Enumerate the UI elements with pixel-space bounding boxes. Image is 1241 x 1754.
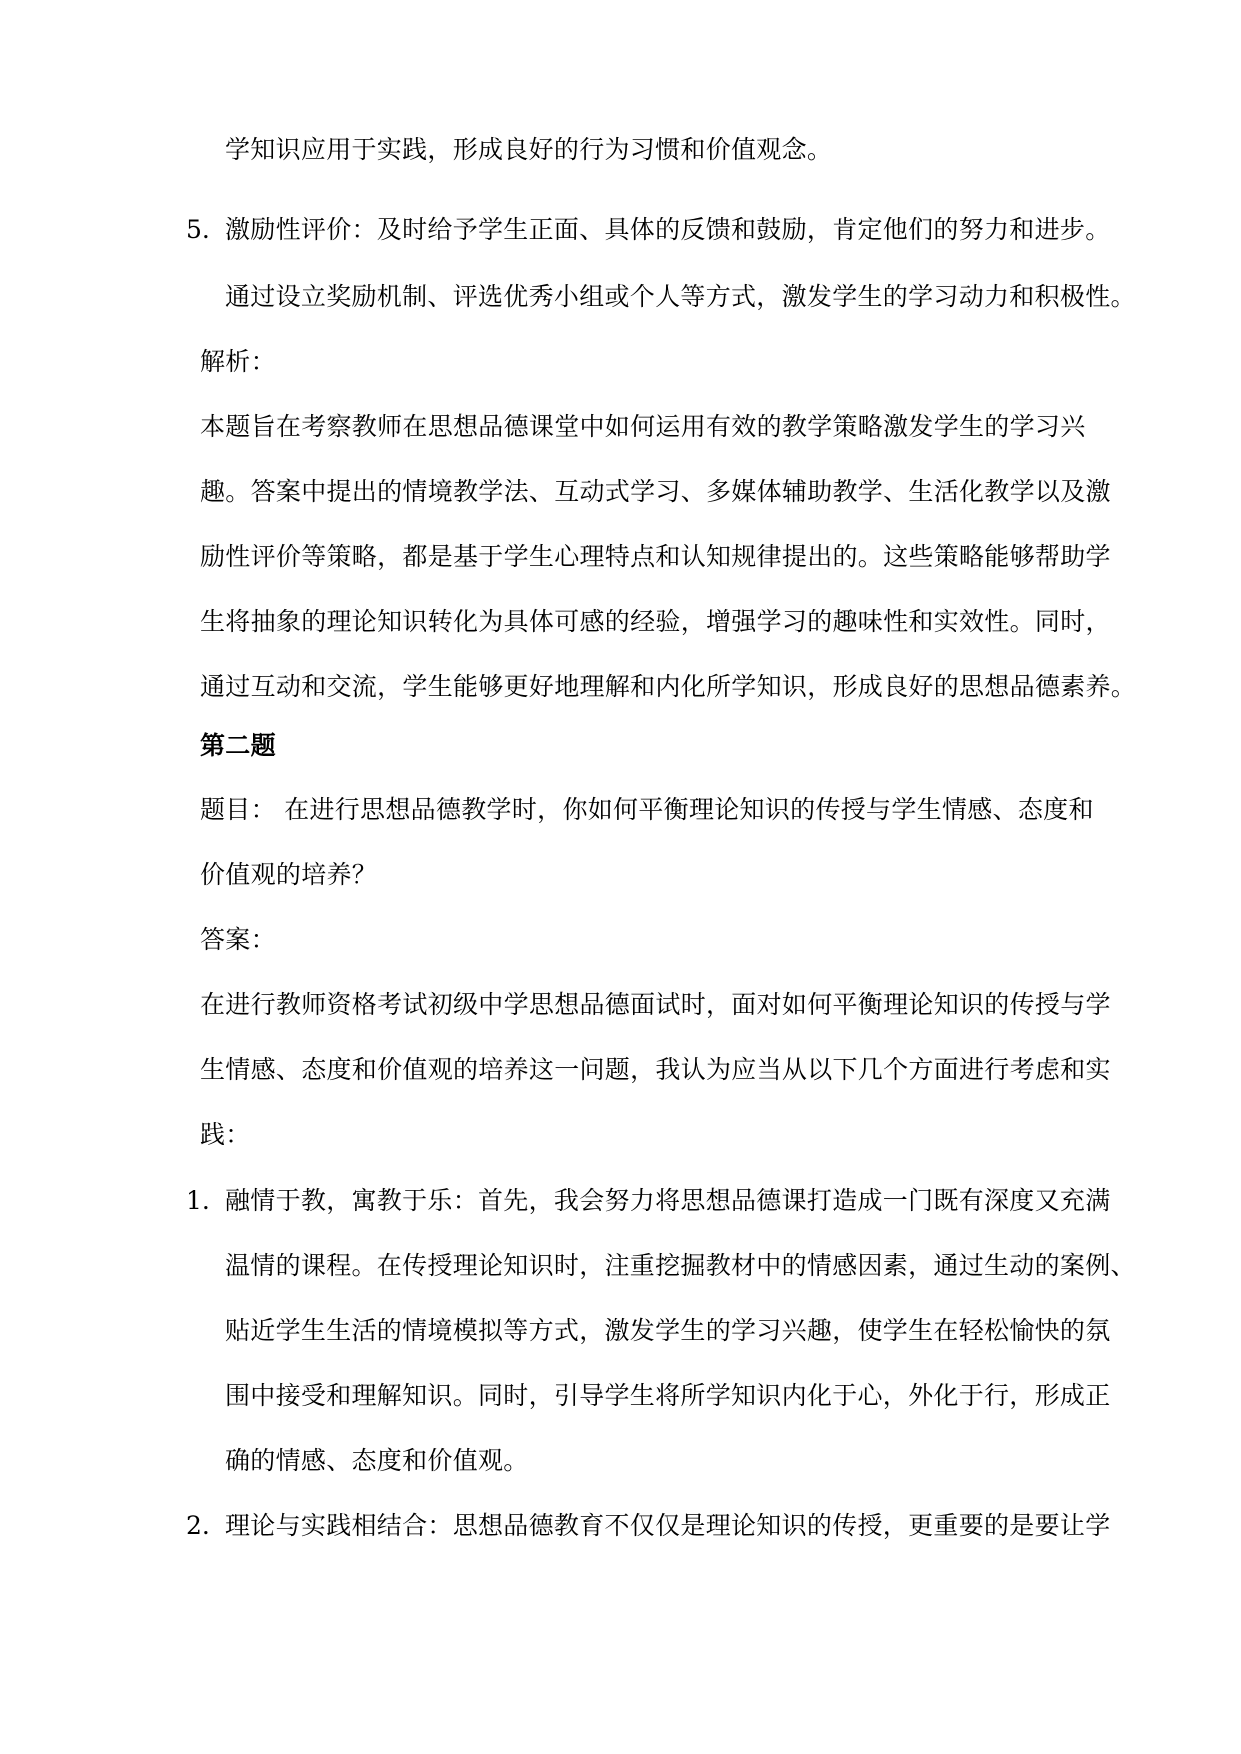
item1-line-2: 温情的课程。在传授理论知识时，注重挖掘教材中的情感因素，通过生动的案例、 — [225, 1251, 1136, 1280]
analysis-line-1: 本题旨在考察教师在思想品德课堂中如何运用有效的教学策略激发学生的学习兴 — [200, 412, 1086, 441]
item5-line-2: 通过设立奖励机制、评选优秀小组或个人等方式，激发学生的学习动力和积极性。 — [225, 282, 1136, 311]
item1-line-4: 围中接受和理解知识。同时，引导学生将所学知识内化于心，外化于行，形成正 — [225, 1381, 1111, 1410]
analysis-label: 解析： — [200, 347, 276, 376]
answer-intro-line-1: 在进行教师资格考试初级中学思想品德面试时，面对如何平衡理论知识的传授与学 — [200, 990, 1111, 1019]
answer-intro-line-3: 践： — [200, 1120, 251, 1149]
item1-line-1: 融情于教，寓教于乐：首先，我会努力将思想品德课打造成一门既有深度又充满 — [225, 1186, 1111, 1215]
item2-line-1: 理论与实践相结合：思想品德教育不仅仅是理论知识的传授，更重要的是要让学 — [225, 1511, 1111, 1540]
analysis-line-4: 生将抽象的理论知识转化为具体可感的经验，增强学习的趣味性和实效性。同时， — [200, 607, 1111, 636]
analysis-line-5: 通过互动和交流，学生能够更好地理解和内化所学知识，形成良好的思想品德素养。 — [200, 672, 1137, 701]
list-number-5: 5. — [186, 215, 210, 244]
analysis-line-2: 趣。答案中提出的情境教学法、互动式学习、多媒体辅助教学、生活化教学以及激 — [200, 477, 1111, 506]
list-number-1: 1. — [186, 1186, 210, 1215]
answer-label: 答案： — [200, 925, 276, 954]
continuation-line: 学知识应用于实践，形成良好的行为习惯和价值观念。 — [225, 135, 833, 164]
item5-line-1: 激励性评价：及时给予学生正面、具体的反馈和鼓励，肯定他们的努力和进步。 — [225, 215, 1111, 244]
list-number-2: 2. — [186, 1511, 210, 1540]
item1-line-3: 贴近学生生活的情境模拟等方式，激发学生的学习兴趣，使学生在轻松愉快的氛 — [225, 1316, 1111, 1345]
question-line-2: 价值观的培养？ — [200, 860, 378, 889]
answer-intro-line-2: 生情感、态度和价值观的培养这一问题，我认为应当从以下几个方面进行考虑和实 — [200, 1055, 1111, 1084]
analysis-line-3: 励性评价等策略，都是基于学生心理特点和认知规律提出的。这些策略能够帮助学 — [200, 542, 1111, 571]
question-line-1: 题目： 在进行思想品德教学时，你如何平衡理论知识的传授与学生情感、态度和 — [200, 795, 1094, 824]
item1-line-5: 确的情感、态度和价值观。 — [225, 1446, 529, 1475]
section-heading: 第二题 — [200, 731, 276, 760]
